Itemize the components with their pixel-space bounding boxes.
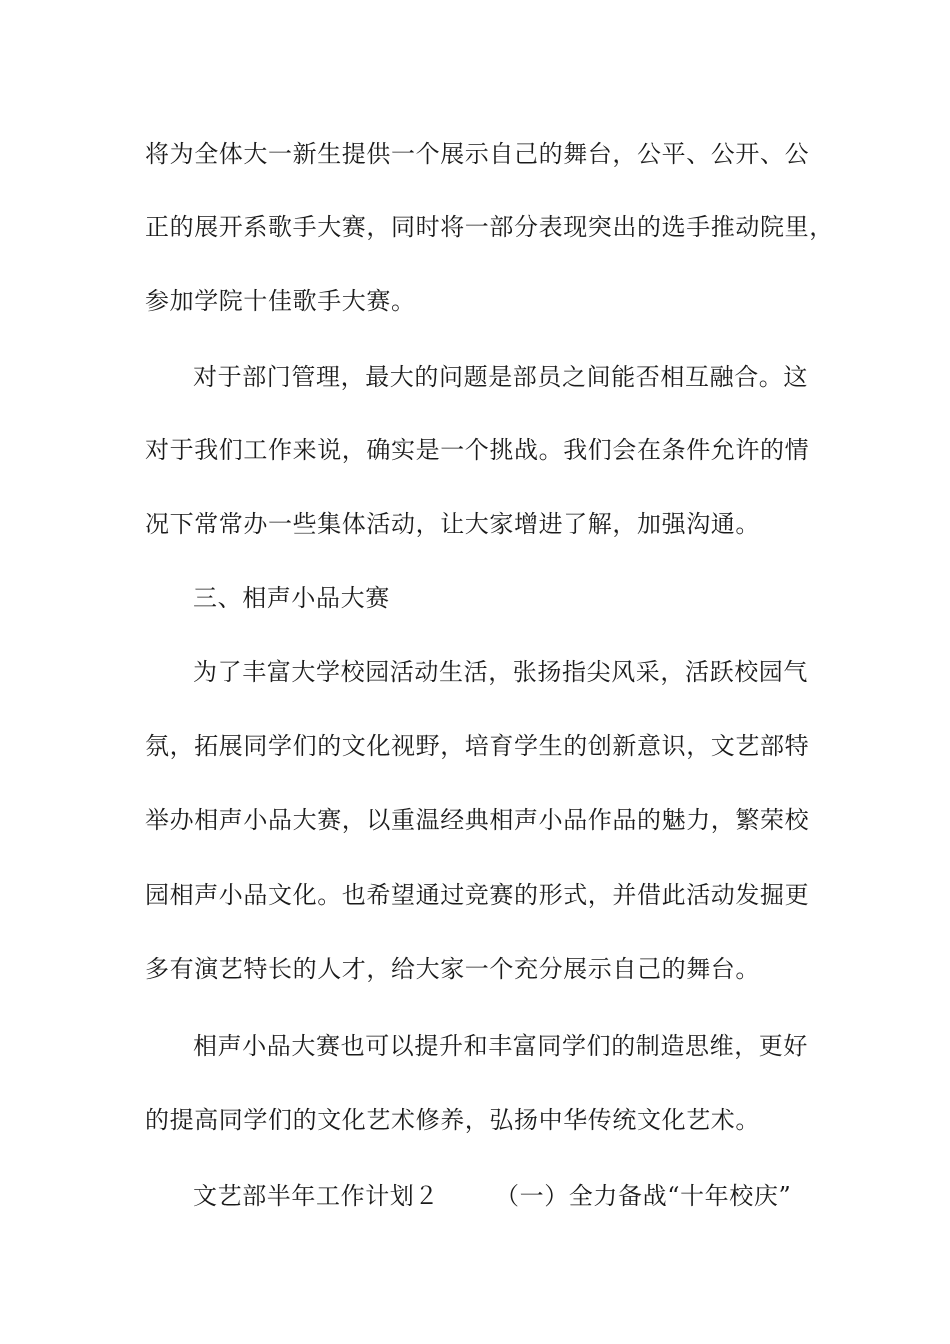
paragraph-line: 况下常常办一些集体活动，让大家增进了解，加强沟通。 [145,510,760,538]
paragraph-line: 对于部门管理，最大的问题是部员之间能否相互融合。这 [193,363,808,391]
plan-title: 文艺部半年工作计划２ [193,1182,439,1210]
paragraph-line: 的提高同学们的文化艺术修养，弘扬中华传统文化艺术。 [145,1106,760,1134]
paragraph-line: 多有演艺特长的人才，给大家一个充分展示自己的舞台。 [145,955,760,983]
paragraph-line: 氛，拓展同学们的文化视野，培育学生的创新意识，文艺部特 [145,732,810,760]
paragraph-line: 参加学院十佳歌手大赛。 [145,287,416,315]
paragraph-line: 举办相声小品大赛，以重温经典相声小品作品的魅力，繁荣校 [145,806,810,834]
section-heading: 三、相声小品大赛 [193,584,390,612]
paragraph-line: 正的展开系歌手大赛，同时将一部分表现突出的选手推动院里， [145,213,834,241]
paragraph-line: 对于我们工作来说，确实是一个挑战。我们会在条件允许的情 [145,436,810,464]
plan-subtitle: （一）全力备战“十年校庆” [495,1182,792,1210]
paragraph-line: 相声小品大赛也可以提升和丰富同学们的制造思维，更好 [193,1032,808,1060]
final-line [193,1180,893,1212]
paragraph-line: 为了丰富大学校园活动生活，张扬指尖风采，活跃校园气 [193,658,808,686]
paragraph-line: 将为全体大一新生提供一个展示自己的舞台，公平、公开、公 [145,140,810,168]
paragraph-line: 园相声小品文化。也希望通过竞赛的形式，并借此活动发掘更 [145,881,810,909]
